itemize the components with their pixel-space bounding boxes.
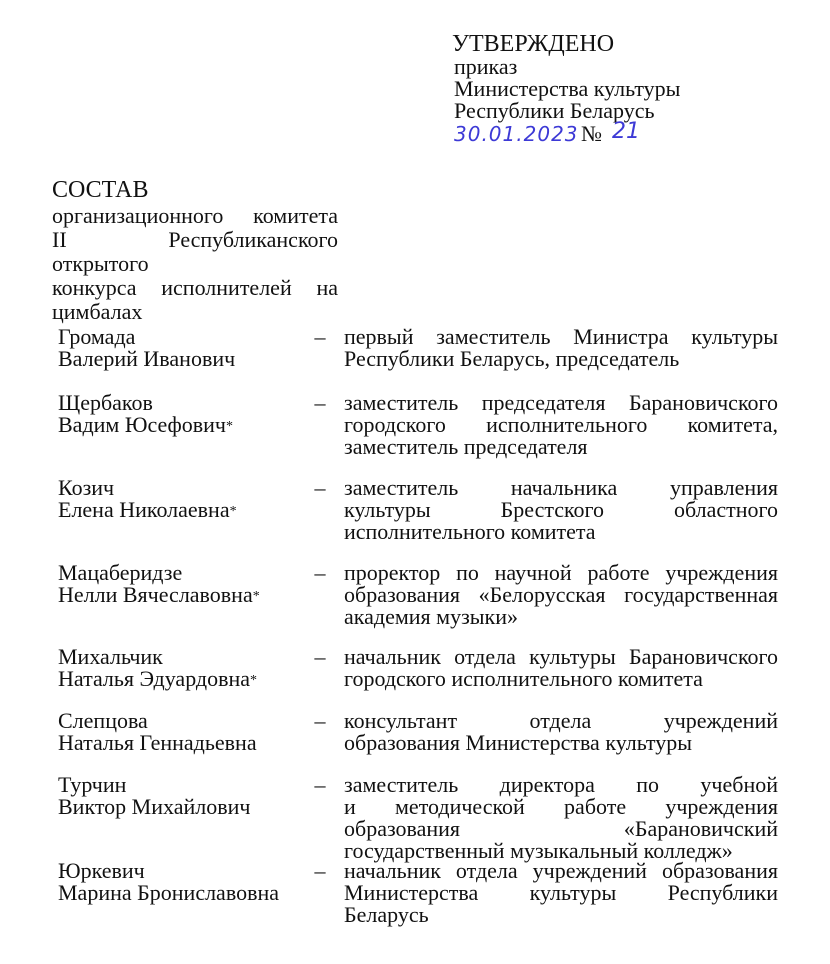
member-surname: Щербаков: [58, 390, 153, 415]
approval-block: [454, 32, 680, 146]
member-given-names: Марина Брониславовна: [58, 880, 279, 905]
dash: –: [314, 644, 326, 669]
handwritten-number: 21: [612, 119, 640, 144]
member-name: [58, 860, 298, 906]
member-given-names: Валерий Иванович: [58, 346, 236, 371]
title-heading: СОСТАВ: [52, 177, 149, 203]
approval-line: Министерства культуры: [454, 76, 681, 101]
dash: –: [314, 475, 326, 500]
member-given-names: Нелли Вячеславовна*: [58, 582, 260, 607]
member-given-names: Вадим Юсефович*: [58, 412, 233, 437]
member-surname: Мацаберидзе: [58, 560, 183, 585]
title-line: цимбалах: [52, 299, 143, 324]
member-name: [58, 392, 298, 438]
member-role: первый заместитель Министра культуры Республики Беларусь, председатель: [344, 324, 778, 371]
member-surname: Козич: [58, 475, 115, 500]
member-role: проректор по научной работе учреждения образования «Белорусская государственная академия музыки»: [344, 560, 778, 629]
handwritten-date: 30.01.2023: [454, 122, 579, 146]
member-name: [58, 562, 298, 608]
member-role: консультант отдела учреждений образования Министерства культуры: [344, 708, 778, 755]
member-role: заместитель председателя Барановичского городского исполнительного комитета, заместитель председателя: [344, 390, 778, 459]
member-given-names: Виктор Михайлович: [58, 794, 251, 819]
member-role: заместитель директора по учебной и методической работе учреждения образования «Барановичский государственный музыкальный колледж»: [344, 772, 778, 863]
member-given-names: Елена Николаевна*: [58, 497, 237, 522]
member-surname: Громада: [58, 324, 136, 349]
dash: –: [314, 560, 326, 585]
member-surname: Турчин: [58, 772, 127, 797]
member-role: начальник отдела культуры Барановичского городского исполнительного комитета: [344, 644, 778, 691]
member-name: [58, 774, 298, 820]
dash: –: [314, 708, 326, 733]
dash: –: [314, 324, 326, 349]
member-name: [58, 477, 298, 523]
title-line: II Республиканского открытого: [52, 227, 338, 276]
approval-date-number: [454, 119, 680, 146]
member-name: [58, 646, 298, 692]
member-surname: Михальчик: [58, 644, 163, 669]
member-surname: Слепцова: [58, 708, 148, 733]
member-given-names: Наталья Эдуардовна*: [58, 666, 258, 691]
approval-heading: УТВЕРЖДЕНО: [452, 31, 615, 57]
member-name: [58, 710, 298, 756]
title-line: организационного комитета: [52, 203, 338, 228]
document-title: [52, 178, 338, 324]
member-name: [58, 326, 298, 372]
approval-line: приказ: [454, 54, 518, 79]
title-line: конкурса исполнителей на: [52, 275, 338, 300]
dash: –: [314, 390, 326, 415]
dash: –: [314, 858, 326, 883]
dash: –: [314, 772, 326, 797]
member-given-names: Наталья Геннадьевна: [58, 730, 257, 755]
approval-line: Республики Беларусь: [454, 98, 655, 123]
member-role: заместитель начальника управления культуры Брестского областного исполнительного комитета: [344, 475, 778, 544]
member-role: начальник отдела учреждений образования Министерства культуры Республики Беларусь: [344, 858, 778, 927]
member-surname: Юркевич: [58, 858, 145, 883]
number-label: №: [581, 121, 602, 146]
